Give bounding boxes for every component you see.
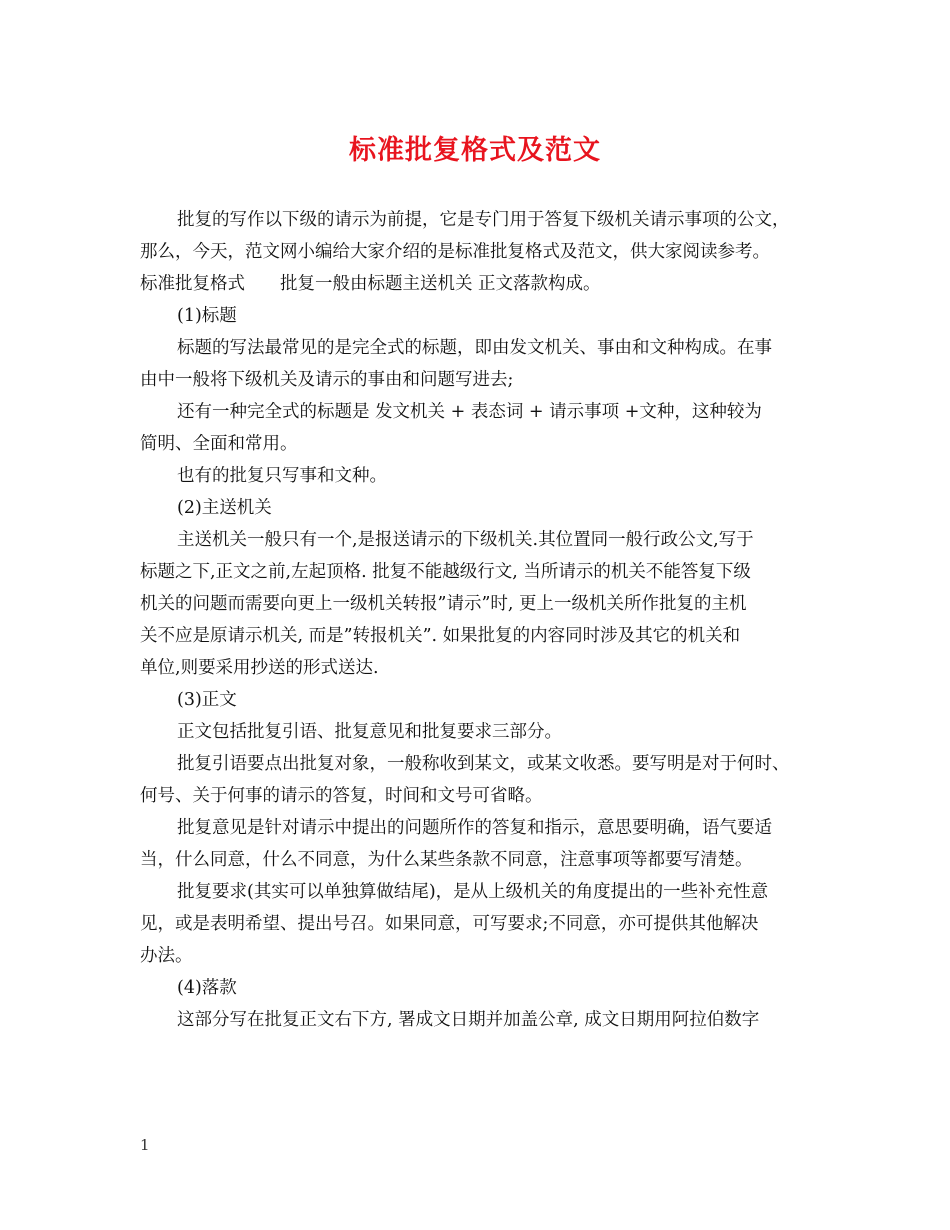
text-line: (1)标题 — [177, 306, 237, 326]
page-title: 标准批复格式及范文 — [349, 135, 601, 166]
text-line: 这部分写在批复正文右下方, 署成文日期并加盖公章, 成文日期用阿拉伯数字 — [177, 1010, 760, 1030]
text-line: 还有一种完全式的标题是 发文机关 + 表态词 + 请示事项 +文种，这种较为 — [177, 402, 762, 422]
text-line: 主送机关一般只有一个,是报送请示的下级机关.其位置同一般行政公文,写于 — [177, 530, 754, 550]
text-line: 当，什么同意，什么不同意，为什么某些条款不同意，注意事项等都要写清楚。 — [140, 850, 753, 870]
text-line: 标准批复格式 批复一般由标题主送机关 正文落款构成。 — [140, 274, 601, 294]
text-line: 单位,则要采用抄送的形式送达. — [140, 658, 379, 678]
text-line: 也有的批复只写事和文种。 — [177, 466, 387, 486]
page-number: 1 — [140, 1136, 150, 1154]
text-line: 标题的写法最常见的是完全式的标题，即由发文机关、事由和文种构成。在事 — [177, 338, 772, 358]
text-line: 何号、关于何事的请示的答复，时间和文号可省略。 — [140, 786, 543, 806]
text-line: 简明、全面和常用。 — [140, 434, 298, 454]
text-line: 正文包括批复引语、批复意见和批复要求三部分。 — [177, 722, 562, 742]
text-line: 办法。 — [140, 946, 193, 966]
text-line: (3)正文 — [177, 690, 237, 710]
text-line: 由中一般将下级机关及请示的事由和问题写进去; — [140, 370, 514, 390]
text-line: 关不应是原请示机关, 而是”转报机关”. 如果批复的内容同时涉及其它的机关和 — [140, 626, 741, 646]
text-line: (2)主送机关 — [177, 498, 272, 518]
text-line: 批复要求(其实可以单独算做结尾)，是从上级机关的角度提出的一些补充性意 — [177, 882, 769, 902]
text-line: 批复意见是针对请示中提出的问题所作的答复和指示，意思要明确，语气要适 — [177, 818, 772, 838]
document-body — [140, 204, 812, 1036]
text-line: 批复的写作以下级的请示为前提，它是专门用于答复下级机关请示事项的公文， — [177, 210, 790, 230]
text-line: 机关的问题而需要向更上一级机关转报”请示”时, 更上一级机关所作批复的主机 — [140, 594, 747, 614]
text-line: 标题之下,正文之前,左起顶格. 批复不能越级行文, 当所请示的机关不能答复下级 — [140, 562, 751, 582]
text-line: 那么，今天，范文网小编给大家介绍的是标准批复格式及范文，供大家阅读参考。 — [140, 242, 770, 262]
text-line: 见，或是表明希望、提出号召。如果同意，可写要求;不同意，亦可提供其他解决 — [140, 914, 759, 934]
text-line: 批复引语要点出批复对象，一般称收到某文，或某文收悉。要写明是对于何时、 — [177, 754, 790, 774]
text-line: (4)落款 — [177, 978, 237, 998]
